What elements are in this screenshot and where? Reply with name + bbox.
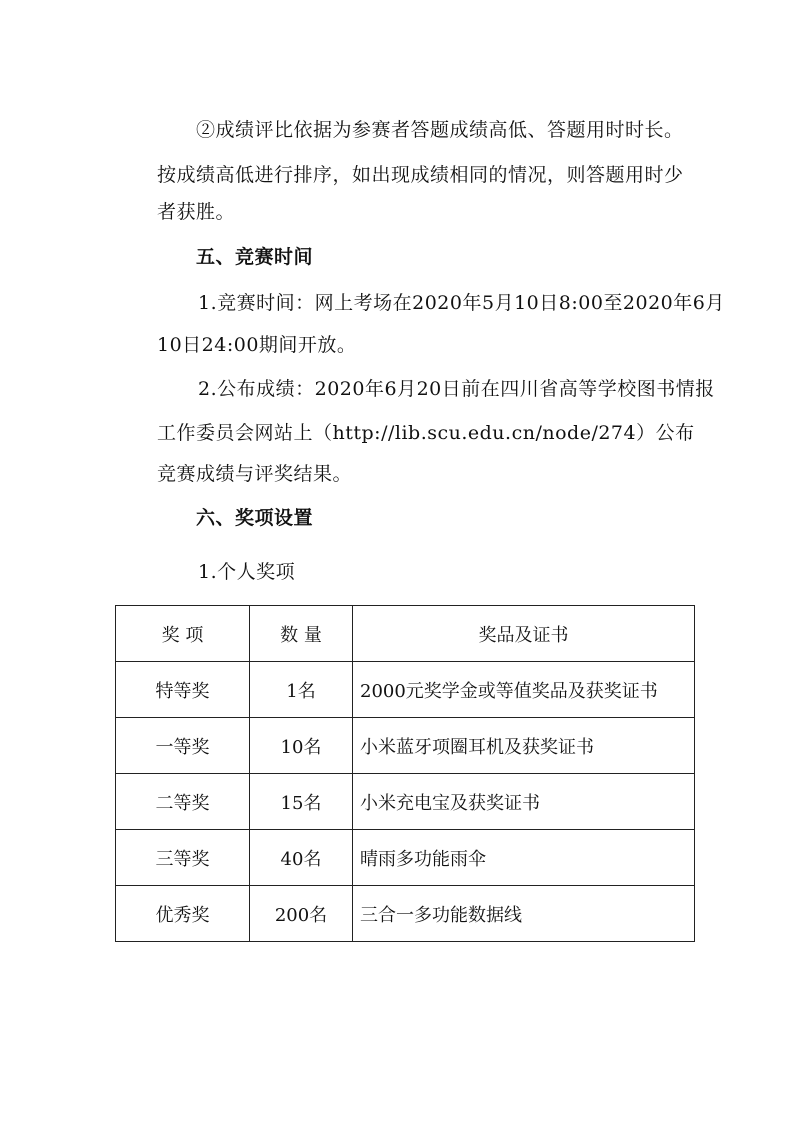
quantity-cell: 40名 (250, 830, 353, 886)
section5-item2-line2: 工作委员会网站上（http://lib.scu.edu.cn/node/274）公布 (157, 422, 695, 444)
section4-item2-line2: 按成绩高低进行排序，如出现成绩相同的情况，则答题用时少 (157, 164, 684, 186)
section5-item1-line1: 1.竞赛时间：网上考场在2020年5月10日8:00至2020年6月 (198, 292, 725, 314)
section4-item2-line3: 者获胜。 (157, 201, 236, 223)
award-cell: 一等奖 (116, 718, 250, 774)
header-prize: 奖品及证书 (353, 606, 695, 662)
table-row (116, 830, 695, 886)
table-header-row (116, 606, 695, 662)
table-row (116, 886, 695, 942)
table-row (116, 718, 695, 774)
prize-cell: 三合一多功能数据线 (353, 886, 695, 942)
section5-item2-line1: 2.公布成绩：2020年6月20日前在四川省高等学校图书情报 (198, 378, 715, 400)
header-quantity: 数 量 (250, 606, 353, 662)
award-cell: 二等奖 (116, 774, 250, 830)
award-cell: 优秀奖 (116, 886, 250, 942)
quantity-cell: 200名 (250, 886, 353, 942)
table-row (116, 662, 695, 718)
header-award: 奖 项 (116, 606, 250, 662)
table-row (116, 774, 695, 830)
section4-item2-line1: ②成绩评比依据为参赛者答题成绩高低、答题用时时长。 (196, 119, 684, 141)
award-cell: 特等奖 (116, 662, 250, 718)
section5-item1-line2: 10日24:00期间开放。 (157, 334, 357, 356)
prize-cell: 2000元奖学金或等值奖品及获奖证书 (353, 662, 695, 718)
section6-sub1: 1.个人奖项 (198, 561, 296, 583)
quantity-cell: 15名 (250, 774, 353, 830)
section6-heading: 六、奖项设置 (196, 507, 314, 529)
quantity-cell: 1名 (250, 662, 353, 718)
section5-item2-line3: 竞赛成绩与评奖结果。 (157, 463, 353, 485)
prize-cell: 小米蓝牙项圈耳机及获奖证书 (353, 718, 695, 774)
award-cell: 三等奖 (116, 830, 250, 886)
section5-heading: 五、竞赛时间 (196, 246, 314, 268)
awards-table (115, 605, 695, 942)
quantity-cell: 10名 (250, 718, 353, 774)
prize-cell: 小米充电宝及获奖证书 (353, 774, 695, 830)
prize-cell: 晴雨多功能雨伞 (353, 830, 695, 886)
